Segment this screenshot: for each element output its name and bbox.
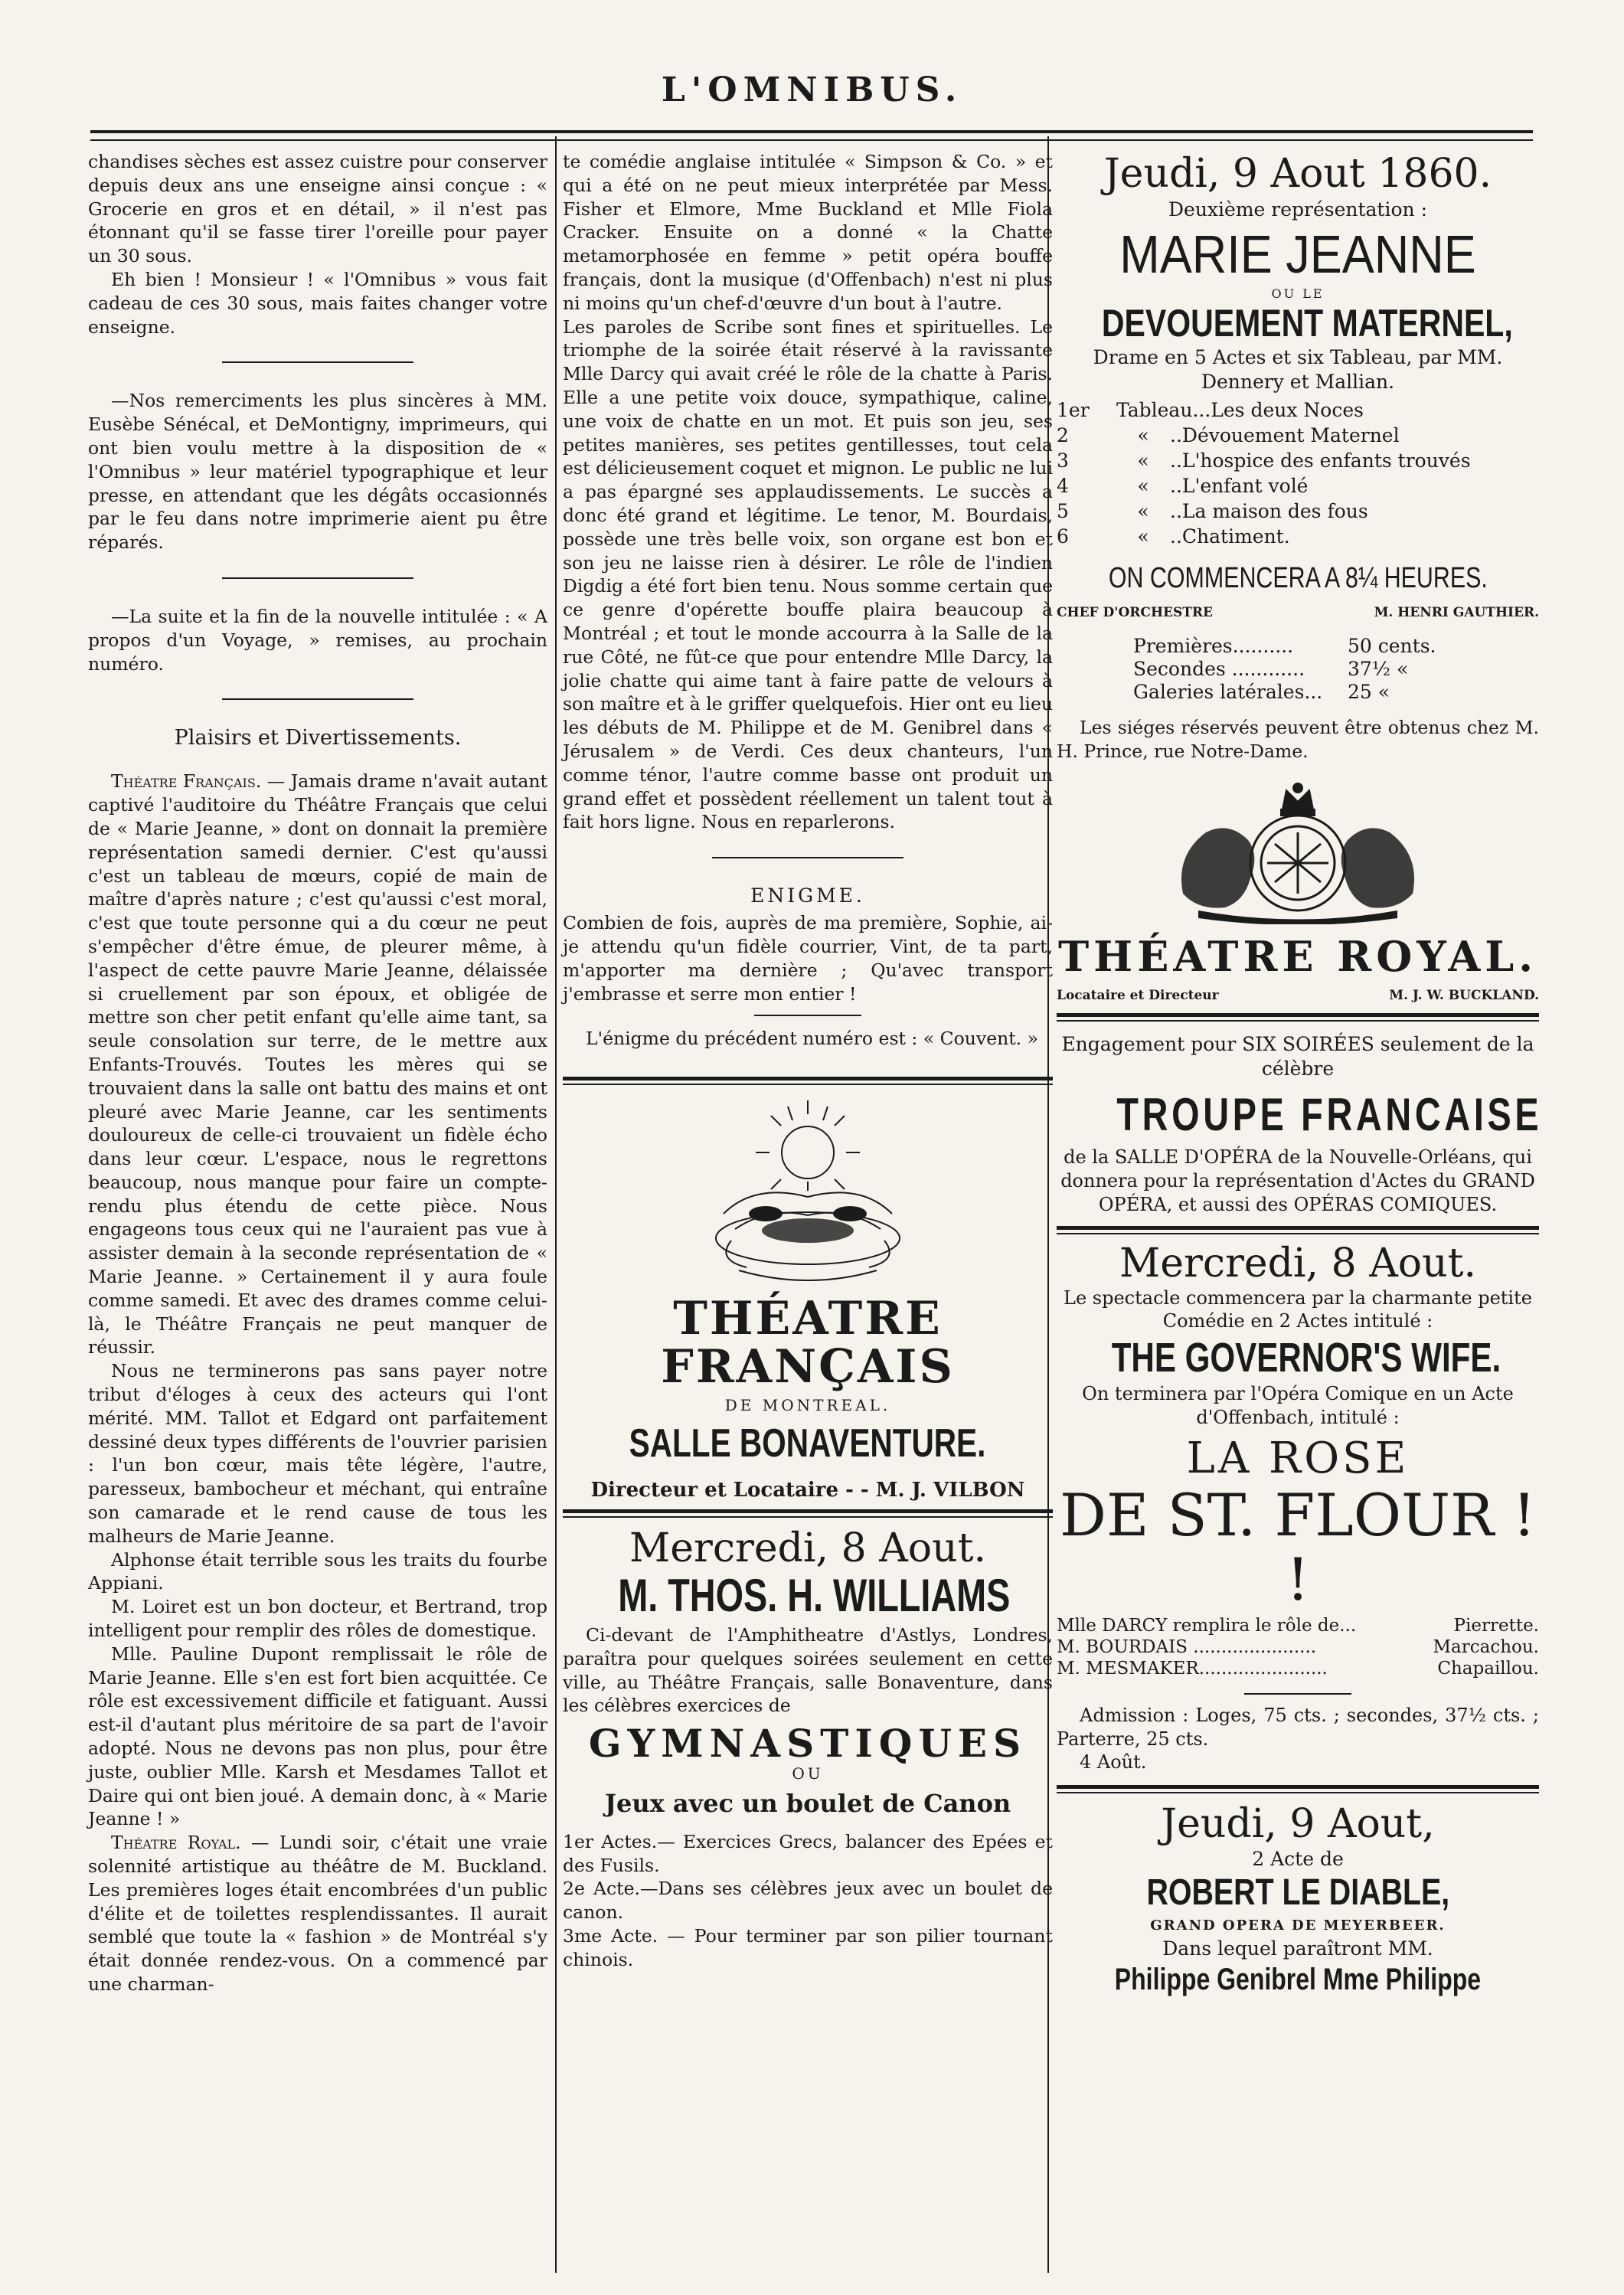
ad-date: Mercredi, 8 Aout.	[629, 1525, 986, 1572]
price-value: 50 cents.	[1348, 635, 1436, 657]
cast-role: Marcachou.	[1433, 1636, 1539, 1657]
ad-rule	[1057, 1785, 1539, 1793]
separator	[712, 857, 903, 858]
paragraph-body: — Lundi soir, c'était une vraie solennité artistique au théâtre de M. Buckland. Les premières loges était encombrées d'un public d'élite et de toilettes resplendissantes. Il aurait semblé que toute la « fashion » de Montréal s'y était donnée rendez-vous. On a commencé par une charman-	[88, 1832, 547, 1995]
ad-acte: 2 Acte de	[1252, 1848, 1344, 1871]
ad-admission: Admission : Loges, 75 cts. ; secondes, 37½ cts. ; Parterre, 25 cts.	[1057, 1704, 1539, 1750]
separator	[222, 361, 413, 363]
tableau-number: 4	[1057, 475, 1069, 497]
cast-list	[1057, 1615, 1539, 1679]
list-item	[1057, 448, 1539, 473]
ad-theatre-royal: THÉATRE ROYAL.	[1057, 931, 1537, 981]
paragraph: —La suite et la fin de la nouvelle intitulée : « A propos d'un Voyage, » remises, au prochain numéro.	[88, 605, 547, 675]
price-label: Premières..........	[1133, 635, 1294, 657]
masthead-rule	[90, 130, 1533, 141]
ad-gymnastiques: GYMNASTIQUES	[588, 1721, 1028, 1767]
act-line	[563, 1924, 1053, 1972]
ad-date-3: Jeudi, 9 Aout,	[1161, 1801, 1435, 1848]
cast-actor: Mlle DARCY remplira le rôle de...	[1057, 1615, 1357, 1636]
sieges-note: Les siéges réservés peuvent être obtenus chez M. H. Prince, rue Notre-Dame.	[1057, 717, 1539, 762]
ad-performers: Philippe Genibrel Mme Philippe	[1114, 1963, 1482, 1997]
ad-star: M. THOS. H. WILLIAMS	[618, 1570, 1011, 1622]
act-label: 1er Actes.	[563, 1830, 658, 1852]
ad-director: Directeur et Locataire - - M. J. VILBON	[590, 1479, 1025, 1502]
chef-label: CHEF D'ORCHESTRE	[1057, 605, 1213, 620]
locataire-label: Locataire et Directeur	[1057, 988, 1219, 1004]
ad-rule	[1057, 1226, 1539, 1234]
ad-title-marie-jeanne: MARIE JEANNE	[1119, 224, 1476, 284]
ad-termination: On terminera par l'Opéra Comique en un Acte d'Offenbach, intitulé :	[1082, 1383, 1514, 1429]
chef-line	[1057, 603, 1539, 623]
tableau-ditto: «	[1137, 475, 1149, 497]
act-line	[563, 1830, 1053, 1878]
ad-title-devouement: DEVOUEMENT MATERNEL,	[1101, 302, 1513, 345]
ad-grand-opera: GRAND OPERA DE MEYERBEER.	[1150, 1917, 1446, 1934]
chef-name: M. HENRI GAUTHIER.	[1374, 605, 1539, 620]
tableau-ditto: «	[1137, 450, 1149, 472]
lead-in: Théatre Français.	[111, 770, 262, 793]
enigme-verse: Combien de fois, auprès de ma première, Sophie, ai-je attendu qu'un fidèle courrier, Vint, de ta part, m'apporter ma dernière ; Qu'avec transport j'embrasse et serre mon entier !	[563, 912, 1053, 1005]
list-item	[1057, 524, 1539, 549]
tableau-number: 6	[1057, 525, 1069, 548]
list-item	[1057, 635, 1539, 658]
enigme-title: ENIGME.	[750, 884, 865, 907]
ad-drame: Drame en 5 Actes et six Tableau, par MM. Dennery et Mallian.	[1093, 346, 1503, 393]
column-3	[1057, 150, 1543, 1998]
ad-description: Ci-devant de l'Amphitheatre d'Astlys, Londres, paraîtra pour quelques soirées seulement en cette ville, au Théâtre Français, salle Bonaventure, dans les célèbres exercices de	[563, 1624, 1053, 1717]
ad-date-note: 4 Août.	[1080, 1751, 1147, 1774]
paragraph	[88, 1831, 547, 1996]
price-value: 37½ «	[1348, 658, 1409, 680]
paragraph: chandises sèches est assez cuistre pour conserver depuis deux ans une enseigne ainsi conçue : « Grocerie en gros et en détail, » il n'est pas étonnant qu'il se fasse tirer l'oreille pour payer un 30 sous.	[88, 151, 547, 267]
act-line	[563, 1877, 1053, 1924]
tableau-title: ..Les deux Noces	[1198, 399, 1364, 421]
column-1	[88, 150, 547, 1996]
paragraph: Alphonse était terrible sous les traits du fourbe Appiani.	[88, 1548, 547, 1594]
list-item	[1057, 1615, 1539, 1636]
tableau-number: 5	[1057, 500, 1069, 522]
tableau-ditto: «	[1137, 500, 1149, 522]
ad-dans: Dans lequel paraîtront MM.	[1162, 1937, 1433, 1960]
list-item	[1057, 1658, 1539, 1679]
section-heading: Plaisirs et Divertissements.	[174, 726, 462, 750]
ad-date-2: Mercredi, 8 Aout.	[1119, 1240, 1476, 1286]
ad-ou: OU	[792, 1764, 824, 1783]
list-item	[1057, 499, 1539, 524]
ad-ou-le: OU LE	[1271, 286, 1325, 301]
tableau-title: ..Dévouement Maternel	[1170, 424, 1400, 446]
ad-spectacle: Le spectacle commencera par la charmante petite Comédie en 2 Actes intitulé :	[1064, 1286, 1532, 1332]
price-label: Secondes ............	[1133, 658, 1305, 680]
cast-role: Pierrette.	[1453, 1615, 1539, 1636]
masthead: L'OMNIBUS.	[661, 70, 963, 110]
lead-in: Théatre Royal.	[111, 1832, 241, 1854]
tableau-number: 1er	[1057, 399, 1090, 421]
paragraph: Nous ne terminerons pas sans payer notre tribut d'éloges à ceux des acteurs qui l'ont mérité. MM. Tallot et Edgard ont parfaitement dessiné deux types différents de l'ouvrier parisien : l'un bon cœur, mais tête légère, l'autre, paresseux, bambocheur et méchant, qui entraîne son camarade et le rend cause de tous les malheurs de Marie Jeanne.	[88, 1360, 547, 1547]
tableau-title: ..L'hospice des enfants trouvés	[1170, 450, 1471, 472]
ad-robert-le-diable: ROBERT LE DIABLE,	[1146, 1872, 1449, 1914]
separator	[222, 698, 413, 700]
paragraph	[88, 770, 547, 1359]
ad-salle: SALLE BONAVENTURE.	[629, 1421, 986, 1466]
price-label: Galeries latérales...	[1133, 681, 1323, 703]
ad-rose-1: LA ROSE	[1186, 1433, 1410, 1483]
paragraph: te comédie anglaise intitulée « Simpson & Co. » et qui a été on ne peut mieux interprétée par Mess. Fisher et Elmore, Mme Buckland et Mlle Fiola Cracker. Ensuite on a donné « la Chatte metamorphosée en femme » petit opéra bouffe français, dont la musique (d'Offenbach) n'est ni plus ni moins qu'un chef-d'œuvre d'un bout à l'autre.	[563, 151, 1053, 314]
ad-troupe: TROUPE FRANCAISE	[1116, 1089, 1543, 1141]
list-item	[1057, 1636, 1539, 1658]
list-item	[1057, 473, 1539, 499]
ad-rule	[1057, 1013, 1539, 1022]
price-value: 25 «	[1348, 681, 1390, 703]
tableau-ditto: «	[1137, 424, 1149, 446]
list-item	[1057, 681, 1539, 704]
ad-line: Deuxième représentation :	[1168, 198, 1427, 221]
act-label: 2e Acte.	[563, 1878, 641, 1900]
royal-coat-of-arms-icon	[1152, 779, 1443, 924]
list-item	[1057, 658, 1539, 681]
locataire-line	[1057, 986, 1539, 1005]
ad-commencera: ON COMMENCERA A 8¼ HEURES.	[1108, 562, 1488, 594]
act-text: — Pour terminer par son pilier tournant chinois.	[563, 1924, 1053, 1970]
tableau-number: 3	[1057, 450, 1069, 472]
paragraph: Eh bien ! Monsieur ! « l'Omnibus » vous fait cadeau de ces 30 sous, mais faites changer votre enseigne.	[88, 268, 547, 338]
ad-date-1: Jeudi, 9 Aout 1860.	[1103, 151, 1492, 197]
separator	[1244, 1693, 1351, 1695]
price-list	[1057, 635, 1539, 704]
list-item	[1057, 397, 1539, 423]
act-text: —Dans ses célèbres jeux avec un boulet de canon.	[563, 1878, 1053, 1924]
ad-subtitle: DE MONTREAL.	[724, 1396, 891, 1415]
tableaux-list	[1057, 397, 1539, 549]
tableau-number: 2	[1057, 424, 1069, 446]
enigme-answer: L'énigme du précédent numéro est : « Couvent. »	[586, 1028, 1038, 1050]
cast-actor: M. MESMAKER.......................	[1057, 1658, 1328, 1679]
separator	[754, 1015, 861, 1016]
ad-title: THÉATRE FRANÇAIS	[661, 1292, 955, 1394]
act-text: — Exercices Grecs, balancer des Epées et des Fusils.	[563, 1830, 1053, 1876]
locataire-name: M. J. W. BUCKLAND.	[1389, 988, 1539, 1004]
paragraph: Les paroles de Scribe sont fines et spirituelles. Le triomphe de la soirée était réservé à la ravissante Mlle Darcy qui avait créé le rôle de la chatte à Paris. Elle a une petite voix douce, sympathique, caline, une voix de chatte en un mot. Et puis son jeu, ses petites manières, ses petites gentillesses, tout cela est délicieusement coquet et mignon. Le public ne lui a pas épargné ses applaudissements. Le succès a donc été grand et légitime. Le tenor, M. Bourdais, possède une très belle voix, son organe est bon et son jeu ne laisse rien à désirer. Le rôle de l'indien Digdig a été fort bien tenu. Nous somme certain que ce genre d'opérette bouffe plaira beaucoup à Montréal ; et tout le monde accourra à la Salle de la rue Côté, ne fût-ce que pour entendre Mlle Darcy, la jolie chatte qui aime tant à faire patte de velours à son maître et à le griffer quelquefois. Hier ont eu lieu les débuts de M. Philippe et de M. Genibrel dans « Jérusalem » de Verdi. Ces deux chanteurs, l'un comme ténor, l'autre comme basse ont produit un grand effet et possèdent réellement un talent tout à fait hors ligne. Nous en reparlerons.	[563, 315, 1053, 833]
tableau-ditto: Tableau.	[1116, 399, 1199, 421]
paragraph-body: — Jamais drame n'avait autant captivé l'auditoire du Théâtre Français que celui de « Marie Jeanne, » dont on donnait la première représentation samedi dernier. C'est qu'aussi c'est un tableau de mœurs, copié de main de maître d'après nature ; c'est qu'aussi c'est moral, c'est que toute personne qui a du cœur ne peut s'empêcher d'être émue, de pleurer même, à l'aspect de cette pauvre Marie Jeanne, délaissée si cruellement par son époux, et obligée de mettre son cher petit enfant qu'elle aime tant, sa seule consolation sur terre, de le mettre aux Enfants-Trouvés. Toutes les mères qui se trouvaient dans la salle ont battu des mains et ont pleuré avec Marie Jeanne, car les sentiments douloureux de celle-ci trouvaient un fidèle écho dans leur cœur. L'espace, nous le regrettons beaucoup, nous manque pour faire un compte-rendu plus étendu de cette pièce. Nous engageons tous ceux qui ne l'auraient pas vue à assister demain à la seconde représentation de « Marie Jeanne. » Certainement il y aura foule comme samedi. Et avec des drames comme celui-là, le Théâtre Français ne peut manquer de réussir.	[88, 770, 548, 1358]
tableau-title: ..Chatiment.	[1170, 525, 1290, 548]
list-item	[1057, 423, 1539, 448]
ad-troupe-description: de la SALLE D'OPÉRA de la Nouvelle-Orléans, qui donnera pour la représentation d'Actes du GRAND OPÉRA, et aussi des OPÉRAS COMIQUES.	[1060, 1146, 1535, 1215]
cast-role: Chapaillou.	[1437, 1658, 1539, 1679]
ad-jeux: Jeux avec un boulet de Canon	[604, 1788, 1011, 1818]
tableau-title: ..L'enfant volé	[1170, 475, 1309, 497]
paragraph: M. Loiret est un bon docteur, et Bertrand, trop intelligent pour remplir des rôles de domestique.	[88, 1596, 547, 1642]
tableau-title: ..La maison des fous	[1170, 500, 1368, 522]
paragraph: —Nos remerciments les plus sincères à MM. Eusèbe Sénécal, et DeMontigny, imprimeurs, qui ont bien voulu mettre à la disposition de « l'Omnibus » leur matériel typographique et leur presse, en attendant que les dégâts occasionnés par le feu dans notre imprimerie aient pu être réparés.	[88, 390, 547, 554]
ad-rule	[563, 1509, 1053, 1518]
tableau-ditto: «	[1137, 525, 1149, 548]
cast-actor: M. BOURDAIS ......................	[1057, 1636, 1317, 1657]
ad-rose-2: DE ST. FLOUR ! !	[1060, 1480, 1536, 1613]
column-divider	[555, 136, 557, 2273]
paragraph: Mlle. Pauline Dupont remplissait le rôle de Marie Jeanne. Elle s'en est fort bien acquittée. Ce rôle est excessivement difficile et fatiguant. Aussi est-il d'autant plus méritoire de sa part de l'avoir adopté. Nous ne devons pas non plus, pour être juste, oublier Mlle. Karsh et Mesdames Tallot et Daire qui ont bien joué. A demain donc, à « Marie Jeanne ! »	[88, 1643, 547, 1830]
ad-governors-wife: THE GOVERNOR'S WIFE.	[1111, 1335, 1501, 1381]
act-label: 3me Acte.	[563, 1924, 658, 1947]
ad-rule	[563, 1077, 1053, 1085]
ad-engagement: Engagement pour SIX SOIRÉES seulement de la célèbre	[1061, 1033, 1534, 1080]
sunburst-emblem-icon	[693, 1099, 923, 1290]
separator	[222, 577, 413, 579]
column-2	[563, 150, 1053, 1972]
